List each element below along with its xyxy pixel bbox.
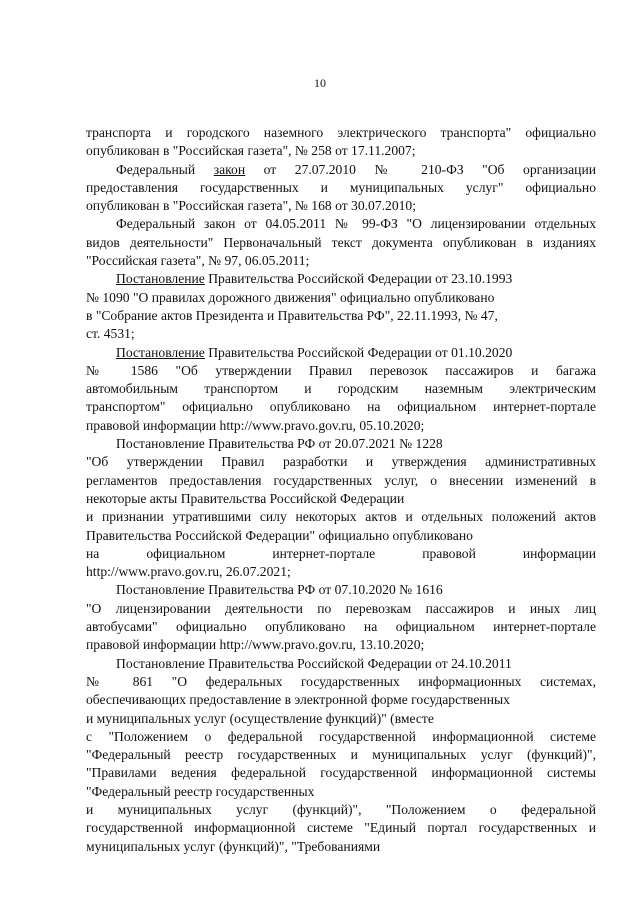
text-line: № 1586 "Об утверждении Правил перевозок пассажиров и багажа [86,362,596,378]
text-line: и муниципальных услуг (функций)", "Положением о федеральной [86,801,596,817]
text-segment: Федеральный [116,161,214,177]
text-line: Постановление Правительства РФ от 07.10.2020 № 1616 [116,582,443,598]
text-line: Правительства Российской Федерации" официально опубликовано [86,527,473,543]
text-line: обеспечивающих предоставление в электронной форме государственных [86,692,510,708]
text-line: с "Положением о федеральной государственной информационной системе [86,728,596,744]
page-number: 10 [314,76,326,90]
text-line: автомобильным транспортом и городским наземным электрическим [86,381,596,397]
document-link[interactable]: закон [213,161,246,177]
text-line: Постановление Правительства Российской Федерации от 24.10.2011 [116,655,512,671]
text-line: ст. 4531; [86,326,135,342]
text-line [86,161,596,179]
text-line: муниципальных услуг (функций)", "Требованиями [86,838,381,854]
text-line: и признании утратившими силу некоторых актов и отдельных положений актов [86,509,596,525]
text-line: государственной информационной системе "Единый портал государственных и [86,820,596,836]
text-line: регламентов предоставления государственных услуг, о внесении изменений в [86,472,596,488]
text-line: "Российская газета", № 97, 06.05.2011; [86,253,310,269]
text-line: опубликован в "Российская газета", № 168 от 30.07.2010; [86,198,416,214]
text-line: транспорта и городского наземного электрического транспорта" официально [86,125,596,140]
text-line: некоторые акты Правительства Российской Федерации [86,490,405,506]
text-line: в "Собрание актов Президента и Правительства РФ", 22.11.1993, № 47, [86,307,498,323]
text-line: "О лицензировании деятельности по перевозкам пассажиров и иных лиц [86,600,596,616]
text-line [86,344,596,362]
document-body [86,124,596,856]
text-line: № 1090 "О правилах дорожного движения" официально опубликовано [86,289,495,305]
text-line: Федеральный закон от 04.05.2011 № 99-ФЗ "О лицензировании отдельных [116,216,596,232]
text-line: № 861 "О федеральных государственных информационных системах, [86,673,596,689]
text-line: транспортом" официально опубликовано на официальном интернет-портале [86,399,596,415]
text-line: предоставления государственных и муниципальных услуг" официально [86,179,596,195]
text-line: "Федеральный реестр государственных и муниципальных услуг (функций)", [86,747,596,763]
document-link[interactable]: Постановление [116,344,205,360]
text-line: Постановление Правительства РФ от 20.07.2021 № 1228 [116,436,443,452]
text-segment: Правительства Российской Федерации от 23.10.1993 [204,271,513,287]
text-line: "Федеральный реестр государственных [86,783,315,799]
text-line: http://www.pravo.gov.ru, 26.07.2021; [86,564,291,580]
text-line: видов деятельности" Первоначальный текст документа опубликован в изданиях [86,234,596,250]
text-line: автобусами" официально опубликовано на официальном интернет-портале [86,619,596,635]
text-line: и муниципальных услуг (осуществление функций)" (вместе [86,710,434,726]
text-line: правовой информации http://www.pravo.gov.ru, 13.10.2020; [86,637,425,653]
text-line [86,270,596,288]
text-segment: от 27.07.2010 № 210-ФЗ "Об организации [245,161,596,177]
text-line: правовой информации http://www.pravo.gov.ru, 05.10.2020; [86,417,425,433]
text-line: опубликован в "Российская газета", № 258 от 17.11.2007; [86,143,416,159]
text-line: на официальном интернет-портале правовой информации [86,545,596,561]
text-segment: Правительства Российской Федерации от 01.10.2020 [204,344,513,360]
text-line: "Об утверждении Правил разработки и утверждения административных [86,454,596,470]
document-link[interactable]: Постановление [116,271,205,287]
text-line: "Правилами ведения федеральной государственной информационной системы [86,765,596,781]
